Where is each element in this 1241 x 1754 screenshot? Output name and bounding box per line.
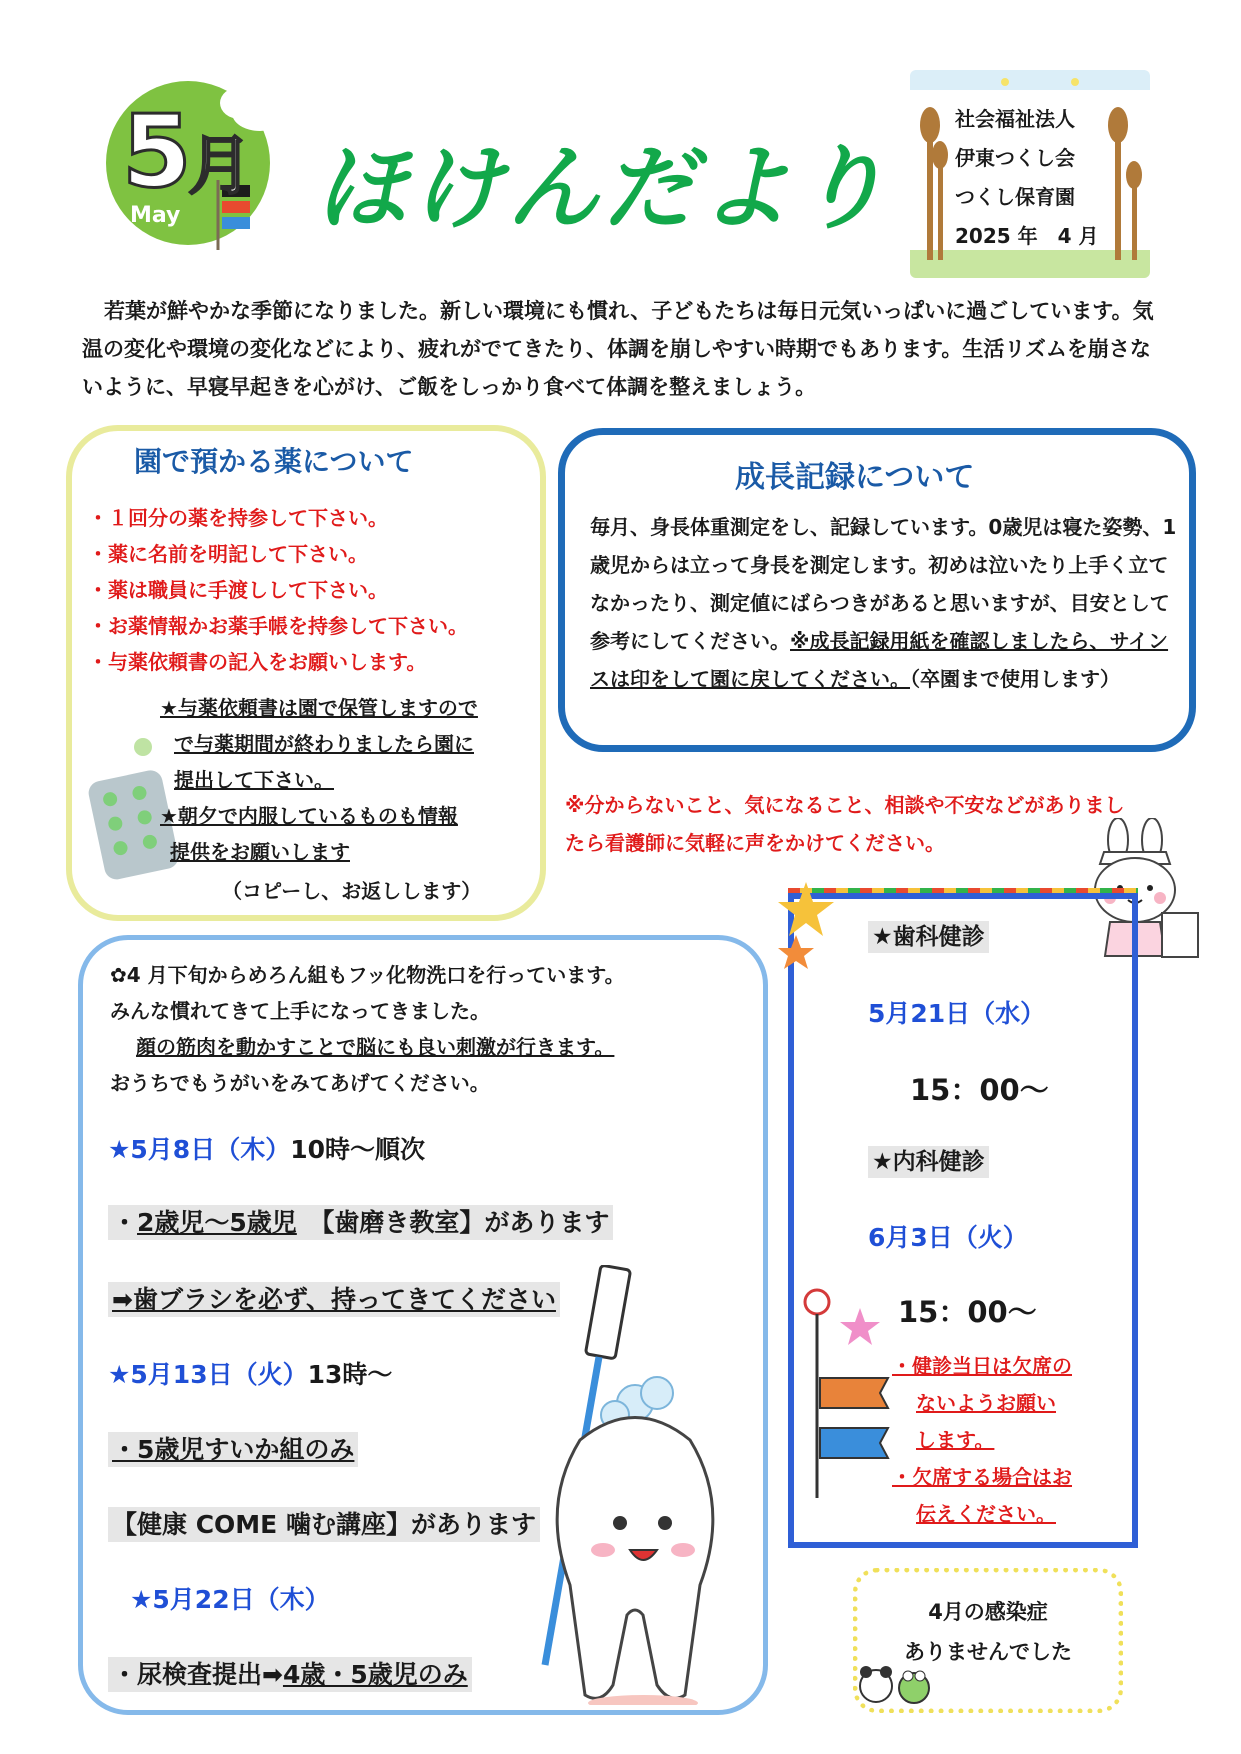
medicine-rule: ・薬は職員に手渡しして下さい。 (88, 578, 388, 602)
event-2-date: ★5月13日（火）13時～ (108, 1360, 393, 1389)
dental-checkup-date: 5月21日（水） (868, 999, 1046, 1028)
newsletter-title: ほけんだより (315, 135, 892, 242)
event-2-course: 【健康 COME 噛む講座】があります (108, 1505, 540, 1541)
medicine-section-title: 園で預かる薬について (134, 445, 414, 478)
month-number: 5 (122, 93, 192, 210)
growth-section-body (590, 508, 1180, 698)
infection-line-2: ありませんでした (904, 1640, 1072, 1664)
month-english: May (130, 203, 181, 228)
medicine-rule: ・与薬依頼書の記入をお願いします。 (88, 650, 427, 674)
medicine-rule: ・薬に名前を明記して下さい。 (88, 542, 368, 566)
fluoride-intro-line: ✿4 月下旬からめろん組もフッ化物洗口を行っています。 (110, 963, 625, 987)
consultation-notice: ※分からないこと、気になること、相談や不安などがありましたら看護師に気軽に声をかけてください。 (565, 793, 1125, 855)
medicine-rules-list (88, 500, 468, 680)
medicine-copy-note: （コピーし、お返しします） (222, 879, 482, 903)
checkup-note-line: ・欠席する場合はお (892, 1465, 1072, 1489)
medical-checkup-date: 6月3日（火） (868, 1223, 1028, 1252)
org-line-1: 社会福祉法人 (955, 107, 1075, 131)
medicine-note-line: で与薬期間が終わりましたら園に (174, 732, 474, 756)
medical-checkup-label: ★内科健診 (868, 1143, 989, 1176)
growth-tail-text: （卒園まで使用します） (910, 667, 1120, 691)
org-line-3: つくし保育園 (955, 185, 1075, 209)
fluoride-intro-line: みんな慣れてきて上手になってきました。 (110, 999, 490, 1023)
month-badge (100, 75, 285, 250)
fluoride-intro (110, 957, 625, 1101)
event-2-target: ・5歳児すいか組のみ (108, 1430, 358, 1466)
medical-checkup-time: 15：00～ (898, 1295, 1037, 1329)
org-line-4: 2025 年 4 月 (955, 224, 1099, 248)
tooth-character-icon (525, 1265, 740, 1705)
growth-section-title: 成長記録について (735, 460, 975, 495)
fluoride-intro-line: おうちでもうがいをみてあげてください。 (110, 1071, 490, 1095)
event-1-target: ・2歳児～5歳児 【歯磨き教室】があります (108, 1203, 613, 1239)
medicine-notes (160, 690, 478, 870)
medicine-note-line: ★朝夕で内服しているものも情報 (160, 804, 458, 828)
growth-text: 毎月、身長体重測定をし、記録しています。0歳児は寝た姿勢、1歳児からは立って身長を測定します。初めは泣いたり上手く立てなかったり、測定値にばらつきがあると思いますが、目安として参考にしてください。 (590, 515, 1177, 653)
month-kanji: 月 (188, 130, 252, 204)
medicine-note-line: 提供をお願いします (170, 840, 350, 864)
medicine-note-line: ★与薬依頼書は園で保管しますので (160, 696, 478, 720)
infection-line-1: 4月の感染症 (928, 1600, 1048, 1624)
checkup-note-line: ・健診当日は欠席の (892, 1354, 1072, 1378)
medicine-rule: ・１回分の薬を持参して下さい。 (88, 506, 388, 530)
panda-frog-icon (858, 1658, 938, 1710)
dental-checkup-label: ★歯科健診 (868, 918, 989, 951)
event-3-target: ・尿検査提出➡4歳・5歳児のみ (108, 1655, 472, 1691)
medicine-note-line: 提出して下さい。 (174, 768, 334, 792)
checkup-note-line: ないようお願い (916, 1391, 1056, 1415)
checkup-note-line: します。 (916, 1428, 995, 1452)
org-line-2: 伊東つくし会 (955, 146, 1075, 170)
growth-underline-text: ※成長記録用紙を確認しましたら、サインスは印をして園に戻してください。 (590, 629, 1169, 691)
fluoride-intro-line: 顔の筋肉を動かすことで脳にも良い刺激が行きます。 (136, 1035, 615, 1059)
star-decoration-icon (776, 880, 836, 970)
event-3-date: ★5月22日（木） (130, 1585, 330, 1614)
carp-streamer-icon (800, 1288, 895, 1503)
organization-box (910, 70, 1150, 278)
event-1-date: ★5月8日（木）10時～順次 (108, 1135, 425, 1164)
checkup-note-line: 伝えください。 (916, 1502, 1056, 1526)
medicine-rule: ・お薬情報かお薬手帳を持参して下さい。 (88, 614, 468, 638)
toothbrush-reminder: ➡歯ブラシを必ず、持ってきてください (108, 1280, 560, 1316)
checkup-notes (892, 1348, 1072, 1533)
intro-paragraph: 若葉が鮮やかな季節になりました。新しい環境にも慣れ、子どもたちは毎日元気いっぱいに過ごしています。気温の変化や環境の変化などにより、疲れがでてきたり、体調を崩しやすい時期でもあります。生活リズムを崩さないように、早寝早起きを心がけ、ご飯をしっかり食べて体調を整えましょう。 (82, 299, 1154, 399)
dental-checkup-time: 15：00～ (910, 1073, 1049, 1107)
